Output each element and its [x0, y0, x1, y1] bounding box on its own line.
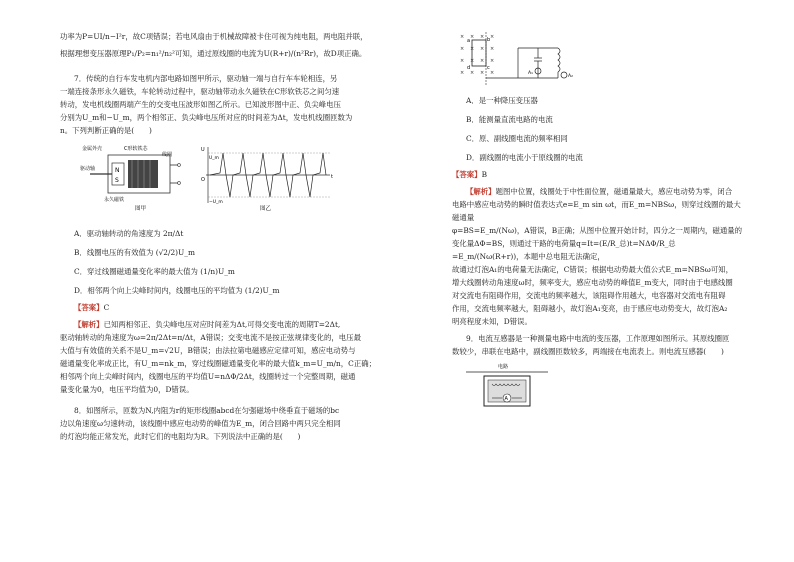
svg-text:×: × [480, 34, 485, 40]
figure-coil-circuit [458, 30, 578, 88]
answer-label: 【答案】 [74, 303, 104, 312]
question-text: 9．电流互感器是一种测量电路中电流的变压器，工作原理如图所示。其原线圈匝 [466, 334, 730, 343]
explanation-label: 【解析】 [74, 320, 104, 329]
question-9 [452, 332, 744, 418]
question-8 [60, 404, 382, 443]
question-text: 转动，发电机线圈两端产生的交变电压波形如图乙所示。已知波形图中正、负尖峰电压 [60, 100, 341, 109]
svg-text:U_m: U_m [209, 156, 219, 161]
figure-current-transformer [462, 362, 552, 414]
svg-text:×: × [470, 46, 475, 52]
explanation-line: 变化量ΔΦ=BS，则通过干路的电荷量q=It=(E/R_总)t=NΔΦ/R_总=E_m/(Nω(R+r))，本题中总电阻无法确定， [452, 239, 676, 261]
explanation-line: 明亮程度未知，D错误。 [452, 317, 532, 326]
external-circuit [486, 48, 567, 78]
svg-text:×: × [490, 70, 495, 76]
generator-diagram [80, 145, 180, 212]
svg-text:×: × [470, 34, 475, 40]
svg-text:d: d [467, 65, 471, 71]
question-text: 的灯泡均能正常发光，此时它们的电阻均为R。下列说法中正确的是( ) [60, 432, 301, 441]
svg-text:A: A [504, 396, 508, 402]
svg-text:c: c [487, 65, 490, 71]
explanation-line: 磁通量变化率成正比，有U_m=nk_m，穿过线圈磁通量变化率的最大值k_m=U_m/n，C正确； [60, 359, 376, 368]
right-column [452, 30, 744, 418]
answer-value: C [103, 303, 110, 312]
option-c: C．穿过线圈磁通量变化率的最大值为 (1/n)U_m [74, 267, 235, 276]
svg-text:b: b [487, 37, 491, 43]
svg-text:×: × [480, 58, 485, 64]
answer-7 [60, 301, 382, 314]
answer-value: B [481, 170, 488, 179]
question-text: 一端连接条形永久磁铁，车轮转动过程中，驱动轴带动永久磁铁在C形软铁芯之间匀速 [60, 87, 340, 96]
option-b: B．能测量直流电路的电流 [466, 115, 553, 124]
question-text: 7．传统的自行车发电机内部电路如图甲所示，驱动轴一端与自行车车轮相连，另 [74, 74, 338, 83]
question-text: 分别为U_m和−U_m，两个相邻正、负尖峰电压所对应的时间差为Δt，发电机线圈匝数为 [60, 113, 353, 122]
svg-text:−U_m: −U_m [209, 200, 223, 205]
option-d: D．副线圈的电流小于原线圈的电流 [466, 153, 583, 162]
explanation-label: 【解析】 [466, 187, 496, 196]
svg-text:×: × [470, 58, 475, 64]
explanation-line: 【解析】题图中位置，线圈处于中性面位置，磁通量最大，感应电动势为零，闭合 [466, 187, 733, 196]
explanation-line: 对交流电有阻碍作用，交流电的频率越大，该阻碍作用越大，电容器对交流电有阻碍 [452, 291, 726, 300]
svg-text:线圈: 线圈 [162, 152, 173, 158]
svg-text:×: × [480, 70, 485, 76]
svg-text:t: t [331, 174, 333, 180]
option-d: D．相邻两个向上尖峰时间内，线圈电压的平均值为 (1/2)U_m [74, 286, 280, 295]
left-column [60, 30, 382, 443]
svg-text:N: N [115, 167, 120, 174]
paragraph: 功率为P=UI/n−I²r，故C项错误；若电风扇由于机械故障被卡住可视为纯电阻，两电阻并联， [60, 32, 368, 41]
question-7 [60, 72, 382, 396]
svg-text:O: O [201, 177, 205, 183]
paragraph: 根据理想变压器原理P₁/P₂=n₁²/n₂²可知，通过原线圈的电流为U(R+r)/(n²Rr)，故D项正确。 [60, 49, 367, 58]
svg-text:A₂: A₂ [568, 74, 573, 79]
explanation-line: 故通过灯泡A₁的电荷量无法确定，C错误；根据电动势最大值公式E_m=NBSω可知， [452, 265, 733, 274]
option-a: A．是一种降压变压器 [466, 96, 538, 105]
explanation-line: φ=BS=E_m/(Nω)，A错误，B正确；从图中位置开始计时，四分之一周期内，磁通量的 [452, 226, 743, 235]
svg-text:驱动轴: 驱动轴 [80, 166, 96, 172]
explanation-line: 量变化量为0，电压平均值为0，D错误。 [60, 385, 194, 394]
svg-text:×: × [460, 34, 465, 40]
svg-text:S: S [115, 177, 119, 184]
explanation-line: 【解析】已知两相邻正、负尖峰电压对应时间差为Δt,可得交变电流的周期T=2Δt, [74, 320, 341, 329]
option-b: B．线圈电压的有效值为 (√2/2)U_m [74, 248, 195, 257]
svg-text:U: U [201, 147, 205, 153]
question-text: 边以角速度ω匀速转动，该线圈中感应电动势的峰值为E_m，闭合回路中两只完全相同 [60, 419, 341, 428]
svg-text:×: × [460, 70, 465, 76]
svg-text:A₁: A₁ [528, 71, 533, 76]
explanation-line: 相邻两个向上尖峰时间内，线圈电压的平均值U=nΔΦ/2Δt，线圈转过一个完整周期，磁通 [60, 372, 356, 381]
svg-text:×: × [460, 46, 465, 52]
explanation-line: 增大线圈转动角速度ω时，频率变大，感应电动势的峰值E_m变大，同时由于电感线圈 [452, 278, 733, 287]
explanation-line: 驱动轴转动的角速度为ω=2π/2Δt=π/Δt，A错误；交变电流不是按正弦规律变化的，电压最 [60, 333, 361, 342]
answer-8 [452, 168, 744, 181]
svg-text:×: × [460, 58, 465, 64]
svg-text:×: × [490, 58, 495, 64]
explanation-line: 电路中感应电动势的瞬时值表达式e=E_m sin ωt，而E_m=NBSω，则穿过线圈的最大磁通量 [452, 200, 741, 222]
answer-label: 【答案】 [452, 170, 482, 179]
svg-text:a: a [467, 38, 471, 44]
question-text: 数较少，串联在电路中，副线圈匝数较多，两端接在电流表上。则电流互感器( ) [452, 347, 724, 356]
explanation-line: 大值与有效值的关系不是U_m=√2U，B错误；由法拉第电磁感应定律可知，感应电动势与 [60, 346, 356, 355]
explanation-line: 作用，交流电频率越大，阻碍越小，故灯泡A₁变亮，由于感应电动势变大，故灯泡A₂ [452, 304, 728, 313]
svg-text:永久磁铁: 永久磁铁 [104, 197, 125, 203]
svg-text:×: × [490, 34, 495, 40]
svg-text:C形软铁芯: C形软铁芯 [124, 146, 148, 152]
option-a: A．驱动轴转动的角速度为 2π/Δt [74, 229, 184, 238]
svg-text:图甲: 图甲 [135, 206, 147, 212]
figure-generator [80, 143, 340, 213]
waveform-diagram [201, 147, 333, 212]
svg-text:×: × [490, 46, 495, 52]
question-text: 8．如图所示，匝数为N,内阻为r的矩形线圈abcd在匀强磁场中绕垂直于磁场的bc [74, 406, 340, 415]
svg-text:×: × [470, 70, 475, 76]
svg-text:电路: 电路 [498, 364, 509, 370]
option-c: C．原、副线圈电流的频率相同 [466, 134, 568, 143]
svg-text:图乙: 图乙 [260, 206, 272, 212]
svg-text:×: × [480, 46, 485, 52]
question-text: n。下列判断正确的是( ) [60, 126, 152, 135]
svg-text:金属外壳: 金属外壳 [82, 146, 103, 152]
